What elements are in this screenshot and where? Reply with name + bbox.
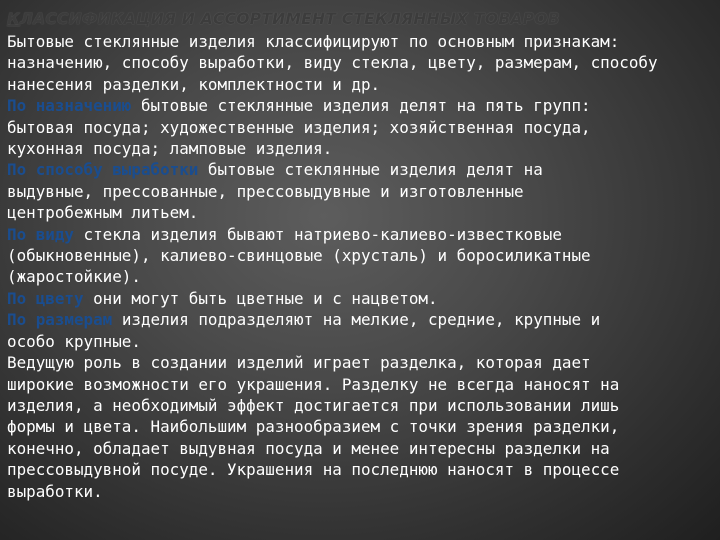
body-line-text: они могут быть цветные и с нацветом. (83, 288, 438, 308)
slide-title-rest: ЛАССИФИКАЦИЯ И АССОРТИМЕНТ СТЕКЛЯННЫХ ТОВАРОВ (19, 10, 560, 28)
body-line (7, 352, 713, 373)
body-line-text: конечно, обладает выдувная посуда и менее интересны разделки на (7, 438, 610, 458)
slide-body-text (7, 31, 713, 502)
body-line-text: назначению, способу выработки, виду стекла, цвету, размерам, способу (7, 53, 658, 73)
body-line-text: выдувные, прессованные, прессовыдувные и изготовленные (7, 181, 524, 201)
body-line (7, 52, 713, 73)
body-line (7, 395, 713, 416)
body-line-text: изделия подразделяют на мелкие, средние, крупные и (112, 310, 601, 330)
body-line (7, 181, 713, 202)
body-line (7, 416, 713, 437)
keyword-highlight: По способу выработки (7, 160, 199, 180)
keyword-highlight: По назначению (7, 96, 132, 116)
body-line-text: особо крупные. (7, 331, 141, 351)
body-line-text: прессовыдувной посуде. Украшения на последнюю наносят в процессе (7, 460, 620, 480)
body-line (7, 159, 713, 180)
body-line (7, 202, 713, 223)
body-line-text: нанесения разделки, комплектности и др. (7, 74, 381, 94)
body-line-text: широкие возможности его украшения. Разделку не всегда наносят на (7, 374, 620, 394)
body-line (7, 74, 713, 95)
body-line (7, 481, 713, 502)
body-line-text: стекла изделия бывают натриево-калиево-известковые (73, 224, 562, 244)
slide-title (7, 8, 717, 30)
keyword-highlight: По размерам (7, 310, 113, 330)
keyword-highlight: По цвету (7, 288, 84, 308)
body-line-text: изделия, а необходимый эффект достигается при использовании лишь (7, 395, 620, 415)
body-line (7, 95, 713, 116)
body-line (7, 117, 713, 138)
body-line-text: формы и цвета. Наибольшим разнообразием с точки зрения разделки, (7, 417, 620, 437)
body-line-text: бытовая посуда; художественные изделия; хозяйственная посуда, (7, 117, 591, 137)
body-line (7, 245, 713, 266)
body-line (7, 31, 713, 52)
body-line-text: кухонная посуда; ламповые изделия. (7, 139, 333, 159)
body-line-text: (обыкновенные), калиево-свинцовые (хрусталь) и боросиликатные (7, 246, 591, 266)
keyword-highlight: По виду (7, 224, 74, 244)
body-line (7, 438, 713, 459)
body-line-text: Бытовые стеклянные изделия классифицируют по основным признакам: (7, 32, 620, 51)
body-line-text: бытовые стеклянные изделия делят на пять групп: (131, 96, 591, 116)
body-line (7, 374, 713, 395)
body-line (7, 138, 713, 159)
body-line-text: Ведущую роль в создании изделий играет разделка, которая дает (7, 353, 591, 373)
body-line-text: центробежным литьем. (7, 203, 199, 223)
body-line (7, 224, 713, 245)
body-line (7, 459, 713, 480)
body-line-text: (жаростойкие). (7, 267, 141, 287)
body-line (7, 288, 713, 309)
body-line (7, 266, 713, 287)
body-line-text: бытовые стеклянные изделия делят на (198, 160, 543, 180)
slide-title-first-letter: К (7, 10, 20, 28)
body-line-text: выработки. (7, 481, 103, 501)
body-line (7, 309, 713, 330)
body-line (7, 331, 713, 352)
